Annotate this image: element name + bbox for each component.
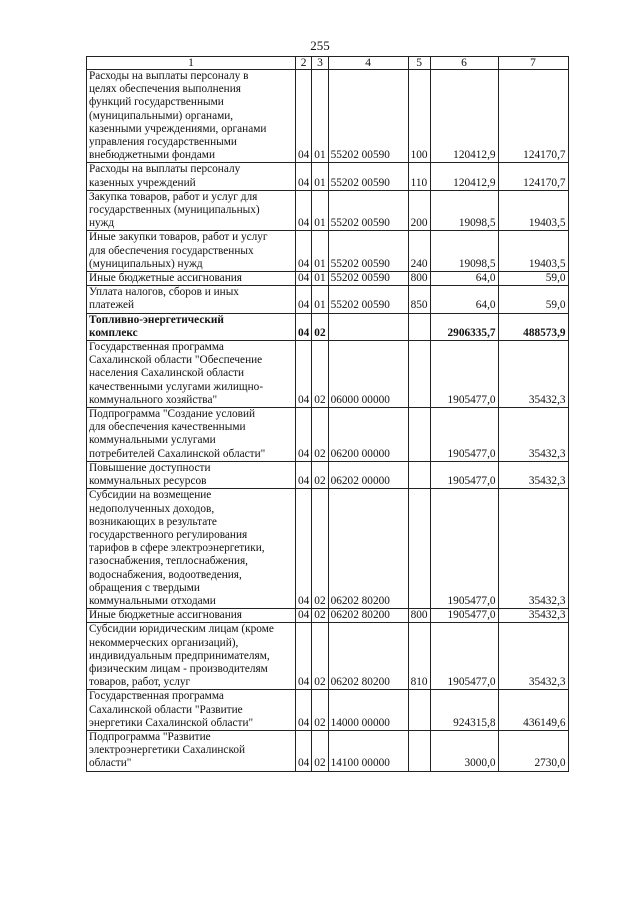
header-cell: 6 [430, 57, 498, 70]
expense-type-cell: 810 [408, 623, 430, 690]
table-row [87, 313, 569, 340]
target-article-cell: 14000 00000 [328, 690, 408, 731]
row-name-cell: Топливно-энергетический комплекс [87, 313, 296, 340]
table-header-row [87, 57, 569, 70]
section-code-cell: 04 [296, 341, 312, 408]
table-row [87, 730, 569, 771]
expense-type-cell [408, 489, 430, 609]
amount-year2-cell: 35432,3 [498, 408, 568, 462]
row-name-cell: Иные бюджетные ассигнования [87, 609, 296, 623]
amount-year2-cell: 124170,7 [498, 70, 568, 163]
table-row [87, 408, 569, 462]
header-cell: 3 [312, 57, 328, 70]
section-code-cell: 04 [296, 690, 312, 731]
target-article-cell: 55202 00590 [328, 190, 408, 231]
section-code-cell: 04 [296, 623, 312, 690]
amount-year2-cell: 35432,3 [498, 489, 568, 609]
amount-year1-cell: 120412,9 [430, 70, 498, 163]
amount-year2-cell: 436149,6 [498, 690, 568, 731]
table-row [87, 286, 569, 313]
row-name-cell: Подпрограмма "Развитие электроэнергетики Сахалинской области" [87, 730, 296, 771]
amount-year2-cell: 19403,5 [498, 231, 568, 272]
target-article-cell: 55202 00590 [328, 286, 408, 313]
expense-type-cell: 110 [408, 163, 430, 190]
subsection-code-cell: 01 [312, 286, 328, 313]
target-article-cell: 55202 00590 [328, 70, 408, 163]
section-code-cell: 04 [296, 609, 312, 623]
table-row [87, 70, 569, 163]
header-cell: 7 [498, 57, 568, 70]
amount-year2-cell: 2730,0 [498, 730, 568, 771]
amount-year1-cell: 120412,9 [430, 163, 498, 190]
expense-type-cell [408, 408, 430, 462]
row-name-cell: Подпрограмма "Создание условий для обеспечения качественными коммунальными услугами потребителей Сахалинской области" [87, 408, 296, 462]
subsection-code-cell: 02 [312, 609, 328, 623]
table-row [87, 609, 569, 623]
amount-year1-cell: 19098,5 [430, 231, 498, 272]
table-row [87, 461, 569, 488]
subsection-code-cell: 02 [312, 690, 328, 731]
section-code-cell: 04 [296, 730, 312, 771]
target-article-cell: 06202 80200 [328, 623, 408, 690]
row-name-cell: Расходы на выплаты персоналу казенных учреждений [87, 163, 296, 190]
target-article-cell: 06200 00000 [328, 408, 408, 462]
amount-year1-cell: 1905477,0 [430, 408, 498, 462]
amount-year2-cell: 35432,3 [498, 341, 568, 408]
target-article-cell: 55202 00590 [328, 231, 408, 272]
subsection-code-cell: 01 [312, 70, 328, 163]
row-name-cell: Закупка товаров, работ и услуг для государственных (муниципальных) нужд [87, 190, 296, 231]
target-article-cell: 55202 00590 [328, 163, 408, 190]
section-code-cell: 04 [296, 190, 312, 231]
section-code-cell: 04 [296, 272, 312, 286]
expense-type-cell [408, 313, 430, 340]
subsection-code-cell: 02 [312, 489, 328, 609]
subsection-code-cell: 02 [312, 623, 328, 690]
header-cell: 5 [408, 57, 430, 70]
subsection-code-cell: 02 [312, 730, 328, 771]
budget-table [86, 56, 569, 772]
amount-year1-cell: 1905477,0 [430, 461, 498, 488]
row-name-cell: Государственная программа Сахалинской области "Обеспечение населения Сахалинской области качественными услугами жилищно- коммунального хозяйства" [87, 341, 296, 408]
amount-year2-cell: 124170,7 [498, 163, 568, 190]
row-name-cell: Иные закупки товаров, работ и услуг для обеспечения государственных (муниципальных) нужд [87, 231, 296, 272]
expense-type-cell: 800 [408, 272, 430, 286]
subsection-code-cell: 02 [312, 341, 328, 408]
header-cell: 4 [328, 57, 408, 70]
expense-type-cell [408, 341, 430, 408]
amount-year1-cell: 1905477,0 [430, 341, 498, 408]
expense-type-cell [408, 730, 430, 771]
expense-type-cell [408, 690, 430, 731]
amount-year1-cell: 19098,5 [430, 190, 498, 231]
row-name-cell: Уплата налогов, сборов и иных платежей [87, 286, 296, 313]
header-cell: 2 [296, 57, 312, 70]
table-row [87, 272, 569, 286]
amount-year1-cell: 3000,0 [430, 730, 498, 771]
amount-year1-cell: 64,0 [430, 272, 498, 286]
target-article-cell: 55202 00590 [328, 272, 408, 286]
amount-year1-cell: 924315,8 [430, 690, 498, 731]
target-article-cell: 14100 00000 [328, 730, 408, 771]
expense-type-cell: 100 [408, 70, 430, 163]
expense-type-cell: 850 [408, 286, 430, 313]
row-name-cell: Повышение доступности коммунальных ресурсов [87, 461, 296, 488]
expense-type-cell: 800 [408, 609, 430, 623]
table-row [87, 489, 569, 609]
amount-year1-cell: 64,0 [430, 286, 498, 313]
row-name-cell: Государственная программа Сахалинской области "Развитие энергетики Сахалинской области" [87, 690, 296, 731]
section-code-cell: 04 [296, 163, 312, 190]
target-article-cell: 06202 80200 [328, 489, 408, 609]
row-name-cell: Расходы на выплаты персоналу в целях обеспечения выполнения функций государственными (муниципальными) органами, казенными учреждениями, органами управления государственными внебюджетными фондами [87, 70, 296, 163]
header-cell: 1 [87, 57, 296, 70]
subsection-code-cell: 01 [312, 231, 328, 272]
table-row [87, 623, 569, 690]
subsection-code-cell: 01 [312, 272, 328, 286]
section-code-cell: 04 [296, 408, 312, 462]
expense-type-cell: 200 [408, 190, 430, 231]
table-row [87, 231, 569, 272]
amount-year2-cell: 35432,3 [498, 623, 568, 690]
target-article-cell: 06202 80200 [328, 609, 408, 623]
target-article-cell: 06000 00000 [328, 341, 408, 408]
row-name-cell: Субсидии юридическим лицам (кроме некоммерческих организаций), индивидуальным предпринимателям, физическим лицам - производителям товаров, работ, услуг [87, 623, 296, 690]
subsection-code-cell: 01 [312, 190, 328, 231]
section-code-cell: 04 [296, 461, 312, 488]
table-row [87, 690, 569, 731]
section-code-cell: 04 [296, 231, 312, 272]
amount-year1-cell: 2906335,7 [430, 313, 498, 340]
amount-year2-cell: 59,0 [498, 286, 568, 313]
page-number: 255 [310, 38, 330, 53]
amount-year2-cell: 59,0 [498, 272, 568, 286]
target-article-cell: 06202 00000 [328, 461, 408, 488]
section-code-cell: 04 [296, 286, 312, 313]
table-row [87, 163, 569, 190]
amount-year1-cell: 1905477,0 [430, 489, 498, 609]
table-row [87, 190, 569, 231]
amount-year1-cell: 1905477,0 [430, 609, 498, 623]
amount-year2-cell: 19403,5 [498, 190, 568, 231]
subsection-code-cell: 02 [312, 408, 328, 462]
amount-year2-cell: 488573,9 [498, 313, 568, 340]
target-article-cell [328, 313, 408, 340]
row-name-cell: Субсидии на возмещение недополученных доходов, возникающих в результате государственного регулирования тарифов в сфере электроэнергетики, газоснабжения, теплоснабжения, водоснабжения, водоотведения, обращения с твердыми коммунальными отходами [87, 489, 296, 609]
expense-type-cell: 240 [408, 231, 430, 272]
section-code-cell: 04 [296, 489, 312, 609]
amount-year2-cell: 35432,3 [498, 609, 568, 623]
amount-year2-cell: 35432,3 [498, 461, 568, 488]
subsection-code-cell: 02 [312, 313, 328, 340]
row-name-cell: Иные бюджетные ассигнования [87, 272, 296, 286]
amount-year1-cell: 1905477,0 [430, 623, 498, 690]
subsection-code-cell: 02 [312, 461, 328, 488]
expense-type-cell [408, 461, 430, 488]
subsection-code-cell: 01 [312, 163, 328, 190]
section-code-cell: 04 [296, 313, 312, 340]
table-row [87, 341, 569, 408]
section-code-cell: 04 [296, 70, 312, 163]
